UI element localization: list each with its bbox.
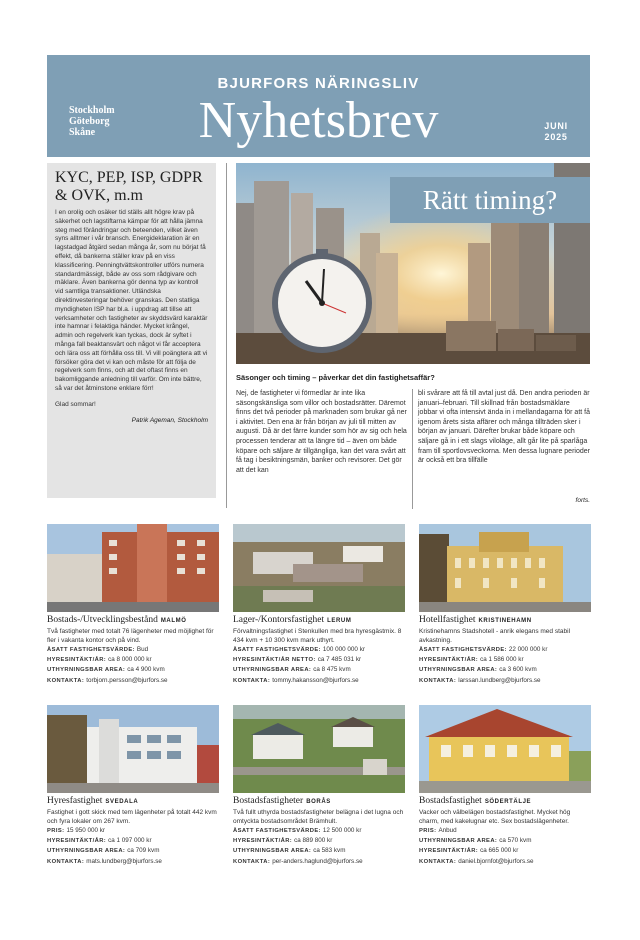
contact-email-link[interactable]: torbjorn.persson@bjurfors.se xyxy=(86,676,168,684)
listing-photo xyxy=(47,705,219,793)
listing-title xyxy=(47,796,219,808)
listing-field xyxy=(233,857,405,867)
city-goteborg: Göteborg xyxy=(69,116,110,127)
field-label: KONTAKTA: xyxy=(47,858,85,865)
masthead-title: Nyhetsbrev xyxy=(198,92,439,149)
hero-badge: Rätt timing? xyxy=(390,177,590,223)
listing-location: SVEDALA xyxy=(105,799,139,805)
listing-type: Lager-/Kontorsfastighet xyxy=(233,615,325,625)
field-label: UTHYRNINGSBAR AREA: xyxy=(419,838,498,845)
listing-field xyxy=(233,846,405,856)
field-label: UTHYRNINGSBAR AREA: xyxy=(47,667,126,674)
intro-paragraph: I en orolig och osäker tid ställs allt högre krav på säkerhet och lagstiftarna kämpar för att hålla jämna steg med förändringar och beteenden, vilket även syns alltmer i vår bransch. Energideklaration är en lagstadgad åtgärd sedan många år, som nu börjat få effekt, då bankerna ställer krav på en viss klassificering. Penningtvättskontroller utförs numera standardmässigt, både av oss som rådgivare och mäklare. Även bankerna gör denna typ av kontroll vid samtliga transaktioner. Utländska direktinvesteringar behöver granskas. Den statliga myndigheten ISP har bl.a. i uppdrag att tillse att verksamheter och fastigheter av skyddsvärd karaktär inte hamnar i felaktiga händer. Mycket krångel, admin och regelverk kan tyckas, dock är syftet i många fall beaktansvärt och något vi får acceptera och lära oss att förhålla oss till. Vi vill poängtera att vi försöker göra det vi kan och måste för att följa de regelverk som finns, och att det oftast finns en bakomliggande anledning till varför. Om inte bättre, så var det åtminstone enklare förr! xyxy=(55,209,208,392)
masthead-cities xyxy=(69,105,115,138)
contact-email-link[interactable]: per-anders.haglund@bjurfors.se xyxy=(272,857,363,865)
article-title: Säsonger och timing – påverkar det din fastighetsaffär? xyxy=(236,373,435,382)
listing-title xyxy=(419,615,591,627)
field-value: Bud xyxy=(136,646,149,653)
listing-type: Bostadsfastighet xyxy=(419,796,482,806)
listing-field xyxy=(47,846,219,856)
field-label: HYRESINTÄKT/ÅR: xyxy=(419,848,479,855)
city-stockholm: Stockholm xyxy=(69,105,115,116)
listing-field xyxy=(47,665,219,675)
field-value: ca 8 475 kvm xyxy=(313,666,351,674)
contact-email-link[interactable]: tommy.hakansson@bjurfors.se xyxy=(272,676,359,684)
field-value: 12 500 000 kr xyxy=(322,827,362,834)
field-label: KONTAKTA: xyxy=(233,858,271,865)
field-label: UTHYRNINGSBAR AREA: xyxy=(47,848,126,855)
contact-email-link[interactable]: daniel.bjornfot@bjurfors.se xyxy=(458,857,534,865)
listing-card[interactable] xyxy=(233,705,405,867)
listing-type: Bostadsfastigheter xyxy=(233,796,304,806)
listing-field xyxy=(419,846,591,856)
contact-email-link[interactable]: larssan.lundberg@bjurfors.se xyxy=(458,676,541,684)
field-label: HYRESINTÄKT/ÅR: xyxy=(47,838,107,845)
listing-title xyxy=(419,796,591,808)
listing-field xyxy=(47,826,219,836)
issue-month: JUNI xyxy=(544,121,568,131)
listing-card[interactable] xyxy=(233,524,405,686)
listing-card[interactable] xyxy=(47,705,219,867)
field-label: HYRESINTÄKT/ÅR: xyxy=(419,657,479,664)
intro-box xyxy=(47,163,216,498)
field-label: KONTAKTA: xyxy=(233,677,271,684)
listing-field xyxy=(419,676,591,686)
listing-description: Kristinehamns Stadshotell - anrik elegans med stabil avkastning. xyxy=(419,628,571,644)
listing-card[interactable] xyxy=(419,705,591,867)
hotel-photo xyxy=(419,524,591,612)
listing-type: Bostads-/Utvecklingsbestånd xyxy=(47,615,158,625)
field-value: ca 665 000 kr xyxy=(480,847,519,855)
field-value: ca 3 600 kvm xyxy=(499,666,537,674)
field-value: Anbud xyxy=(438,827,457,834)
masthead xyxy=(47,55,590,157)
houses-aerial-photo xyxy=(233,705,405,793)
listing-photo xyxy=(419,705,591,793)
issue-year: 2025 xyxy=(544,132,568,142)
field-label: ÄSATT FASTIGHETSVÄRDE: xyxy=(233,828,321,834)
listing-field xyxy=(47,655,219,665)
listing-field xyxy=(47,836,219,846)
listing-location: LERUM xyxy=(327,618,352,624)
field-label: ÄSATT FASTIGHETSVÄRDE: xyxy=(47,647,135,653)
field-value: ca 889 800 kr xyxy=(294,837,333,845)
field-label: ÄSATT FASTIGHETSVÄRDE: xyxy=(419,647,507,653)
intro-greeting: Glad sommar! xyxy=(55,400,96,408)
field-label: HYRESINTÄKT/ÅR NETTO: xyxy=(233,657,316,664)
column-divider xyxy=(226,163,227,508)
field-value: ca 583 kvm xyxy=(313,847,346,855)
article-column-1: Nej, de fastigheter vi förmedlar är inte lika säsongskänsliga som villor och bostadsrätter. Däremot finns det två perioder på marknaden som brukar gå ner i aktivitet. Den ena är från början av juli till mitten av augusti. Då är det färre kunder som hör av sig och hela processen tenderar att ta längre tid – även om både köpare och säljare är tillgängliga, kan det vara svårt att få tag i besiktningsmän, banker och revisorer. Det gör att det kan xyxy=(236,390,407,474)
listing-location: BORÅS xyxy=(306,799,331,805)
article-column-2: bli svårare att få till avtal just då. Den andra perioden är januari–februari. Till skillnad från bostadsmäklare jobbar vi ofta intensivt ända in i mellandagarna för att få igenom årets sista affärer och många tillträden sker i början av januari. Därefter brukar både köpare och säljare gå in i ett slags viloläge, allt går lite på sparlåga fram till sportlovsveckorna. Men dessa lugnare perioder är också ett bra tillfälle xyxy=(418,390,590,465)
article-column-divider xyxy=(412,389,413,509)
listing-field xyxy=(419,836,591,846)
field-label: HYRESINTÄKT/ÅR: xyxy=(47,657,107,664)
field-label: UTHYRNINGSBAR AREA: xyxy=(233,667,312,674)
listing-photo xyxy=(47,524,219,612)
listing-field xyxy=(419,665,591,675)
field-label: HYRESINTÄKT/ÅR: xyxy=(233,838,293,845)
listing-field xyxy=(47,645,219,655)
listing-field xyxy=(233,836,405,846)
field-value: ca 709 kvm xyxy=(127,847,160,855)
intro-heading: KYC, PEP, ISP, GDPR & OVK, m.m xyxy=(55,169,203,204)
field-value: 15 950 000 kr xyxy=(66,827,105,834)
listing-location: MALMÖ xyxy=(160,618,187,624)
issue-date xyxy=(544,121,568,143)
listing-description: Två fullt uthyrda bostadsfastigheter belägna i det lugna och omtyckta bostadsområdet Brämhult. xyxy=(233,809,404,825)
listing-description: Två fastigheter med totalt 76 lägenheter med möjlighet för fler i vakanta kontor och på vind. xyxy=(47,628,214,644)
field-label: KONTAKTA: xyxy=(47,677,85,684)
listing-field xyxy=(233,655,405,665)
listing-description: Vacker och välbelägen bostadsfastighet. Mycket hög charm, med kakelugnar etc. Sex bostadslägenheter. xyxy=(419,809,571,825)
contact-email-link[interactable]: mats.lundberg@bjurfors.se xyxy=(86,857,162,865)
building-photo xyxy=(47,705,219,793)
field-value: ca 8 000 000 kr xyxy=(108,656,152,664)
listing-description: Fastighet i gott skick med tem lägenheter på totalt 442 kvm och fyra lokaler om 267 kvm. xyxy=(47,809,217,825)
listing-type: Hotellfastighet xyxy=(419,615,476,625)
masthead-kicker: BJURFORS NÄRINGSLIV xyxy=(217,75,420,92)
listing-field xyxy=(47,676,219,686)
listing-field xyxy=(419,826,591,836)
listing-field xyxy=(233,676,405,686)
listing-card[interactable] xyxy=(47,524,219,686)
listing-photo xyxy=(233,524,405,612)
listing-title xyxy=(47,615,219,627)
field-value: ca 570 kvm xyxy=(499,837,532,845)
listing-field xyxy=(47,857,219,867)
listing-field xyxy=(419,857,591,867)
listing-field xyxy=(419,645,591,655)
field-value: ca 4 900 kvm xyxy=(127,666,165,674)
article-continued: forts. xyxy=(575,497,590,504)
listing-card[interactable] xyxy=(419,524,591,686)
field-value: ca 1 097 000 kr xyxy=(108,837,152,845)
field-label: PRIS: xyxy=(419,828,437,834)
listing-field xyxy=(233,665,405,675)
city-skane: Skåne xyxy=(69,127,96,138)
field-label: PRIS: xyxy=(47,828,65,834)
field-label: ÄSATT FASTIGHETSVÄRDE: xyxy=(233,647,321,653)
listing-location: KRISTINEHAMN xyxy=(478,618,532,624)
listing-type: Hyresfastighet xyxy=(47,796,103,806)
listing-location: SÖDERTÄLJE xyxy=(484,799,532,805)
listing-field xyxy=(233,645,405,655)
listing-description: Förvaltningsfastighet i Stenkullen med bra hyresgästmix. 8 434 kvm + 10 300 kvm mark uthyrt. xyxy=(233,628,402,644)
listing-field xyxy=(233,826,405,836)
listing-title xyxy=(233,796,405,808)
field-label: UTHYRNINGSBAR AREA: xyxy=(233,848,312,855)
listing-field xyxy=(419,655,591,665)
warehouse-aerial-photo xyxy=(233,524,405,612)
listing-photo xyxy=(233,705,405,793)
field-value: 100 000 000 kr xyxy=(322,646,365,653)
field-value: ca 1 586 000 kr xyxy=(480,656,524,664)
field-label: KONTAKTA: xyxy=(419,677,457,684)
field-label: KONTAKTA: xyxy=(419,858,457,865)
building-photo xyxy=(47,524,219,612)
intro-signature: Patrik Ageman, Stockholm xyxy=(131,416,208,424)
listing-photo xyxy=(419,524,591,612)
listing-title xyxy=(233,615,405,627)
field-label: UTHYRNINGSBAR AREA: xyxy=(419,667,498,674)
field-value: 22 000 000 kr xyxy=(508,646,548,653)
field-value: ca 7 485 031 kr xyxy=(317,656,362,664)
yellow-house-photo xyxy=(419,705,591,793)
